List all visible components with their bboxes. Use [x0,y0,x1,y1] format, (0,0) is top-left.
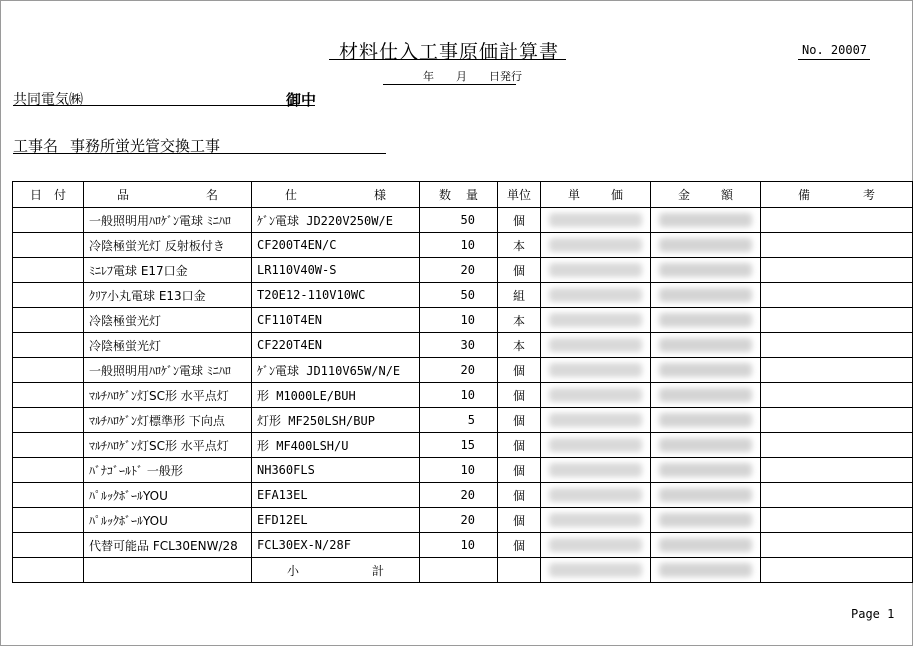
redaction-blur [549,513,642,527]
cost-table [12,181,913,583]
header-amount: 金 額 [651,182,761,208]
redaction-blur [659,488,752,502]
amount-redacted [651,433,761,458]
redaction-blur [659,288,752,302]
header-qty: 数 量 [420,182,498,208]
redaction-blur [659,213,752,227]
amount-redacted [651,458,761,483]
date-cell [13,433,84,458]
item-cell: 冷陰極蛍光灯 反射板付き [84,233,252,258]
qty-cell: 15 [420,433,498,458]
subtotal-label: 小 計 [252,558,420,583]
unit-cell: 個 [498,258,541,283]
amount-redacted [651,208,761,233]
table-row [13,508,913,533]
remarks-cell [761,483,913,508]
unit-price-redacted [541,333,651,358]
redaction-blur [659,238,752,252]
item-cell: ﾏﾙﾁﾊﾛｹﾞﾝ灯標準形 下向点 [84,408,252,433]
spec-cell: T20E12-110V10WC [252,283,420,308]
unit-cell: 本 [498,233,541,258]
customer-honorific: 御中 [286,91,317,109]
spec-cell: FCL30EX-N/28F [252,533,420,558]
date-cell [13,483,84,508]
amount-redacted [651,333,761,358]
amount-redacted [651,358,761,383]
date-cell [13,408,84,433]
unit-price-redacted [541,458,651,483]
redaction-blur [549,488,642,502]
spec-cell: CF200T4EN/C [252,233,420,258]
qty-cell: 20 [420,508,498,533]
table-row [13,358,913,383]
date-cell [13,308,84,333]
unit-price-redacted [541,383,651,408]
item-cell: ﾏﾙﾁﾊﾛｹﾞﾝ灯SC形 水平点灯 [84,383,252,408]
item-cell: ﾏﾙﾁﾊﾛｹﾞﾝ灯SC形 水平点灯 [84,433,252,458]
remarks-cell [761,283,913,308]
item-cell: 冷陰極蛍光灯 [84,308,252,333]
unit-cell: 個 [498,458,541,483]
redaction-blur [549,313,642,327]
remarks-cell [761,358,913,383]
unit-cell: 本 [498,333,541,358]
item-cell: 一般照明用ﾊﾛｹﾞﾝ電球 ﾐﾆﾊﾛ [84,358,252,383]
customer-name: 共同電気㈱ [13,92,83,108]
table-row [13,483,913,508]
project-underline [13,153,386,154]
amount-redacted [651,408,761,433]
remarks-cell [761,383,913,408]
issue-date-underline [383,84,516,85]
issue-date [389,68,522,84]
table-row [13,408,913,433]
redaction-blur [549,463,642,477]
issue-year-label: 年 [423,70,434,83]
remarks-cell [761,258,913,283]
remarks-cell [761,433,913,458]
qty-cell: 10 [420,233,498,258]
item-cell: ﾊﾞﾅｺﾞｰﾙﾄﾞ 一般形 [84,458,252,483]
document-number: No. 20007 [802,43,868,57]
date-cell [13,258,84,283]
unit-cell: 個 [498,533,541,558]
amount-redacted [651,283,761,308]
date-cell [13,383,84,408]
amount-redacted [651,233,761,258]
unit-price-redacted [541,433,651,458]
unit-price-redacted [541,208,651,233]
unit-price-redacted [541,408,651,433]
remarks-cell [761,458,913,483]
qty-cell: 10 [420,383,498,408]
header-unit: 単位 [498,182,541,208]
amount-redacted [651,508,761,533]
remarks-cell [761,533,913,558]
redaction-blur [659,438,752,452]
project-name: 事務所蛍光管交換工事 [70,137,221,155]
header-date: 日 付 [13,182,84,208]
remarks-cell [761,208,913,233]
table-row [13,208,913,233]
unit-cell: 個 [498,358,541,383]
spec-cell: CF110T4EN [252,308,420,333]
header-item: 品 名 [84,182,252,208]
redaction-blur [549,338,642,352]
remarks-cell [761,408,913,433]
qty-cell: 10 [420,458,498,483]
redaction-blur [659,363,752,377]
redaction-blur [659,413,752,427]
redaction-blur [549,213,642,227]
redaction-blur [549,538,642,552]
unit-cell: 個 [498,483,541,508]
amount-redacted [651,308,761,333]
title-underline [329,59,566,60]
remarks-cell [761,333,913,358]
subtotal-row [13,558,913,583]
unit-price-redacted [541,483,651,508]
unit-price-redacted [541,233,651,258]
date-cell [13,208,84,233]
qty-cell: 5 [420,408,498,433]
subtotal-qty-cell [420,558,498,583]
qty-cell: 20 [420,358,498,383]
redaction-blur [549,388,642,402]
table-header-row [13,182,913,208]
header-remarks: 備 考 [761,182,913,208]
redaction-blur [549,438,642,452]
unit-cell: 個 [498,208,541,233]
spec-cell: EFA13EL [252,483,420,508]
qty-cell: 30 [420,333,498,358]
redaction-blur [659,463,752,477]
unit-cell: 本 [498,308,541,333]
issue-day-label: 日発行 [489,70,522,83]
amount-redacted [651,258,761,283]
spec-cell: EFD12EL [252,508,420,533]
amount-redacted [651,533,761,558]
redaction-blur [659,263,752,277]
header-spec: 仕 様 [252,182,420,208]
amount-redacted [651,383,761,408]
redaction-blur [659,538,752,552]
project-label: 工事名 [13,137,59,155]
unit-cell: 個 [498,408,541,433]
item-cell: ｸﾘｱ小丸電球 E13口金 [84,283,252,308]
date-cell [13,358,84,383]
subtotal-unit-cell [498,558,541,583]
spec-cell: 灯形 MF250LSH/BUP [252,408,420,433]
redaction-blur [549,263,642,277]
spec-cell: LR110V40W-S [252,258,420,283]
item-cell: ﾊﾟﾙｯｸﾎﾞｰﾙYOU [84,483,252,508]
qty-cell: 20 [420,258,498,283]
customer-underline [13,105,315,106]
remarks-cell [761,508,913,533]
table-body [13,208,913,558]
date-cell [13,333,84,358]
table-row [13,308,913,333]
unit-price-redacted [541,283,651,308]
qty-cell: 50 [420,283,498,308]
item-cell: 一般照明用ﾊﾛｹﾞﾝ電球 ﾐﾆﾊﾛ [84,208,252,233]
unit-price-redacted [541,308,651,333]
unit-price-redacted [541,508,651,533]
spec-cell: CF220T4EN [252,333,420,358]
spec-cell: ｹﾞﾝ電球 JD110V65W/N/E [252,358,420,383]
qty-cell: 50 [420,208,498,233]
redaction-blur [549,413,642,427]
remarks-cell [761,308,913,333]
document-number-underline [798,59,870,60]
issue-month-label: 月 [456,70,467,83]
table-row [13,383,913,408]
date-cell [13,458,84,483]
qty-cell: 10 [420,308,498,333]
unit-cell: 個 [498,508,541,533]
table-row [13,258,913,283]
date-cell [13,533,84,558]
amount-redacted [651,483,761,508]
subtotal-price-redacted [541,558,651,583]
item-cell: ﾐﾆﾚﾌ電球 E17口金 [84,258,252,283]
date-cell [13,283,84,308]
unit-cell: 組 [498,283,541,308]
spec-cell: 形 M1000LE/BUH [252,383,420,408]
redaction-blur [549,363,642,377]
qty-cell: 20 [420,483,498,508]
spec-cell: ｹﾞﾝ電球 JD220V250W/E [252,208,420,233]
table-row [13,283,913,308]
redaction-blur [659,313,752,327]
redaction-blur [659,338,752,352]
item-cell: 代替可能品 FCL30ENW/28 [84,533,252,558]
unit-price-redacted [541,533,651,558]
spec-cell: 形 MF400LSH/U [252,433,420,458]
table-row [13,333,913,358]
item-cell: 冷陰極蛍光灯 [84,333,252,358]
redaction-blur [659,513,752,527]
remarks-cell [761,233,913,258]
unit-cell: 個 [498,433,541,458]
subtotal-date-cell [13,558,84,583]
page-number: Page 1 [851,607,895,621]
date-cell [13,233,84,258]
unit-price-redacted [541,358,651,383]
date-cell [13,508,84,533]
subtotal-amount-redacted [651,558,761,583]
unit-price-redacted [541,258,651,283]
table-row [13,233,913,258]
header-price: 単 価 [541,182,651,208]
item-cell: ﾊﾟﾙｯｸﾎﾞｰﾙYOU [84,508,252,533]
subtotal-remarks-cell [761,558,913,583]
subtotal-item-cell [84,558,252,583]
redaction-blur [549,238,642,252]
table-row [13,433,913,458]
spec-cell: NH360FLS [252,458,420,483]
table-row [13,533,913,558]
table-row [13,458,913,483]
unit-cell: 個 [498,383,541,408]
qty-cell: 10 [420,533,498,558]
redaction-blur [659,388,752,402]
redaction-blur [549,288,642,302]
document-title: 材料仕入工事原価計算書 [339,41,560,63]
